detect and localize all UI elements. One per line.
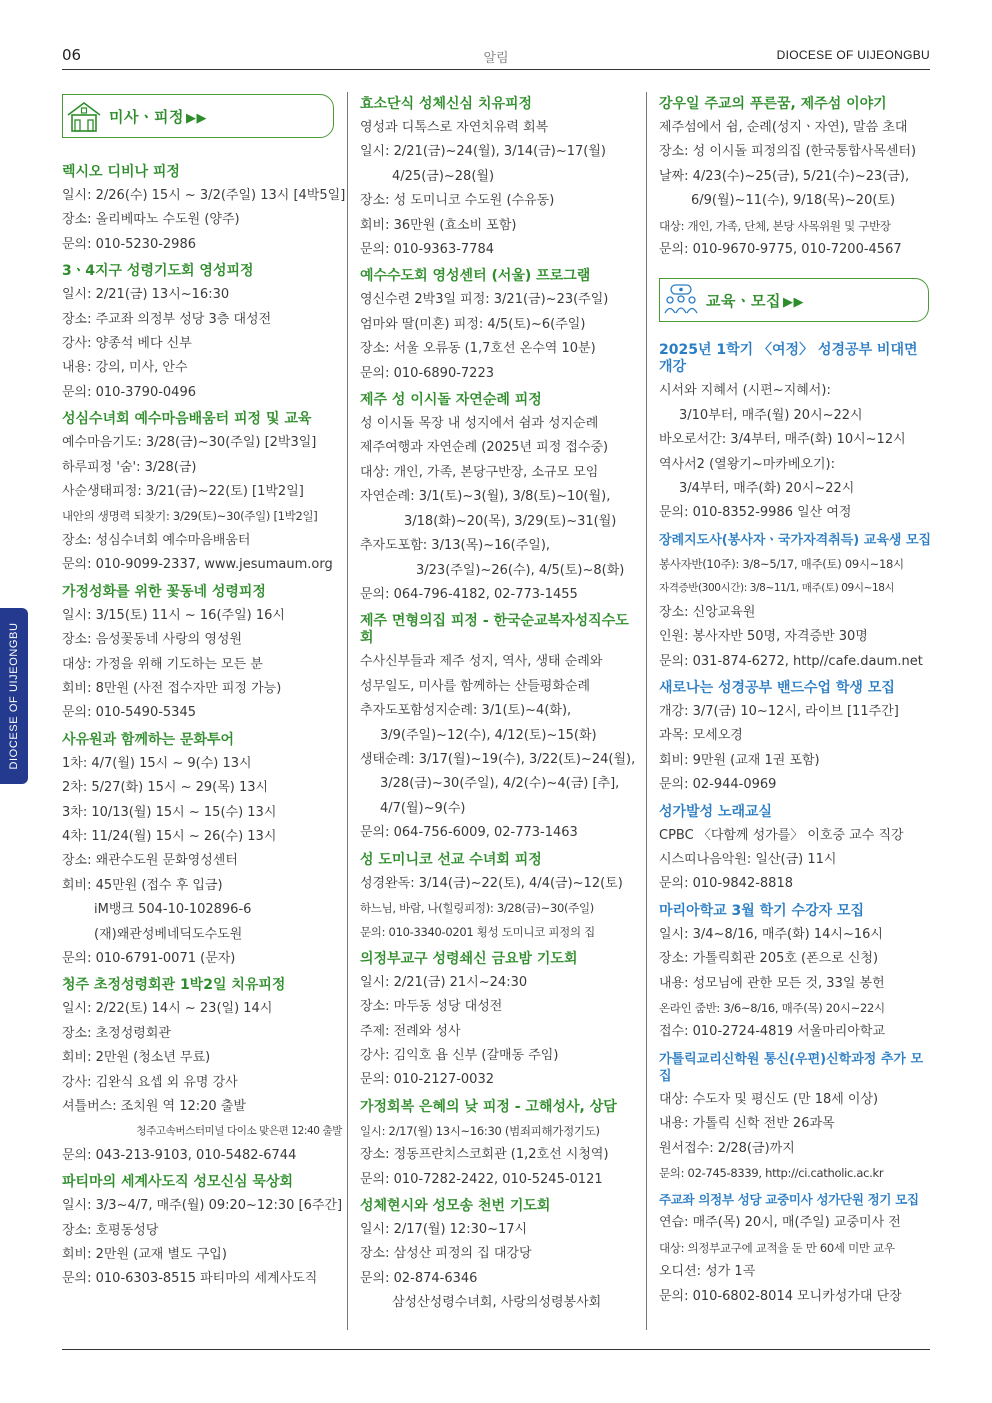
text-line: 추자도포함: 3/13(목)~16(주일),: [360, 538, 551, 554]
page-category: 알림: [483, 51, 509, 66]
text-line: 장소: 가톨릭회관 205호 (폰으로 신청): [659, 951, 879, 967]
section-title: 성가발성 노래교실: [659, 803, 773, 820]
text-line: 영성과 디톡스로 자연치유력 회복: [360, 120, 549, 135]
text-line: 삼성산성령수녀회, 사랑의성령봉사회: [392, 1295, 602, 1311]
text-line: iM뱅크 504-10-102896-6: [94, 902, 252, 918]
section-title: 제주 성 이시돌 자연순례 피정: [360, 392, 542, 409]
text-line: 3/4부터, 매주(화) 20시~22시: [679, 481, 855, 497]
text-line: 3/28(금)~30(주일), 4/2(수)~4(금) [추],: [380, 776, 620, 792]
section-title: 제주 면형의집 피정 - 한국순교복자성직수도회: [360, 613, 629, 647]
text-line: 문의: 010-2127-0032: [360, 1072, 494, 1088]
section-banner-mass-retreat: [62, 94, 334, 138]
text-line: 장소: 음성꽃동네 사랑의 영성원: [62, 632, 243, 648]
section-body: [659, 1088, 935, 1186]
text-line: 일시: 2/17(월) 12:30~17시: [360, 1222, 528, 1238]
text-line: 문의: 02-874-6346: [360, 1270, 478, 1286]
text-line: 개강: 3/7(금) 10~12시, 라이브 [11주간]: [659, 703, 899, 719]
section-body: [360, 412, 638, 607]
text-line: 문의: 010-6303-8515 파티마의 세계사도직: [62, 1271, 318, 1287]
text-line: 일시: 2/21(금) 21시~24:30: [360, 974, 528, 990]
text-line: 인원: 봉사자반 50명, 자격증반 30명: [659, 629, 868, 645]
text-line: 3/23(주일)~26(수), 4/5(토)~8(화): [416, 562, 625, 578]
section-body: [62, 184, 346, 257]
text-line: 장소: 호평동성당: [62, 1222, 159, 1238]
text-line: 하느님, 바람, 나(힐링피정): 3/28(금)~30(주일): [360, 900, 594, 915]
text-line: 자연순례: 3/1(토)~3(월), 3/8(토)~10(월),: [360, 489, 611, 505]
text-line: 제주섬에서 쉼, 순례(성지ㆍ자연), 말씀 초대: [659, 120, 908, 135]
text-line: 과목: 모세오경: [659, 728, 743, 744]
text-line: 3/10부터, 매주(월) 20시~22시: [679, 407, 863, 423]
section-title: 렉시오 디비나 피정: [62, 164, 180, 180]
text-line: 시스띠나음악원: 일산(금) 11시: [659, 851, 837, 867]
text-line: 회비: 2만원 (교재 별도 구입): [62, 1247, 227, 1263]
text-line: 4/7(월)~9(수): [380, 800, 466, 816]
section-body: [659, 552, 935, 674]
section-body: [62, 431, 342, 577]
text-line: 강사: 김완식 요셉 외 유명 강사: [62, 1074, 238, 1090]
section-body: [659, 700, 935, 798]
text-line: 문의: 043-213-9103, 010-5482-6744: [62, 1147, 297, 1163]
section-title: 가톨릭교리신학원 통신(우편)신학과정 추가 모집: [659, 1051, 924, 1084]
text-line: 문의: 064-756-6009, 02-773-1463: [360, 825, 578, 841]
section-body: [360, 116, 638, 262]
text-line: 1차: 4/7(월) 15시 ~ 9(수) 13시: [62, 755, 252, 771]
text-line: 3/9(주일)~12(수), 4/12(토)~15(화): [380, 727, 597, 743]
text-line: 대상: 개인, 가족, 본당구반장, 소규모 모임: [360, 464, 599, 480]
text-line: 4차: 11/24(월) 15시 ~ 26(수) 13시: [62, 828, 277, 844]
section-title: 성체현시와 성모송 천번 기도회: [360, 1198, 551, 1215]
text-line: 연습: 매주(목) 20시, 매(주일) 교중미사 전: [659, 1215, 901, 1231]
text-line: 내용: 가톨릭 신학 전반 26과목: [659, 1116, 835, 1132]
text-line: 문의: 010-6890-7223: [360, 365, 494, 381]
section-title: 파티마의 세계사도직 성모신심 묵상회: [62, 1174, 294, 1191]
text-line: 대상: 의정부교구에 교적을 둔 만 60세 미만 교우: [659, 1240, 895, 1255]
section-body: [360, 1119, 638, 1192]
text-line: 2차: 5/27(화) 15시 ~ 29(목) 13시: [62, 780, 269, 796]
text-line: 영신수련 2박3일 피정: 3/21(금)~23(주일): [360, 292, 609, 308]
text-line: 일시: 3/15(토) 11시 ~ 16(주일) 16시: [62, 607, 285, 623]
text-line: 대상: 수도자 및 평신도 (만 18세 이상): [659, 1091, 879, 1107]
section-title: 2025년 1학기 〈여정〉 성경공부 비대면 개강: [659, 342, 918, 376]
text-line: 주제: 전례와 성사: [360, 1023, 461, 1039]
text-line: 일시: 2/21(금) 13시~16:30: [62, 287, 230, 303]
text-line: 장소: 올리베따노 수도원 (양주): [62, 212, 240, 228]
text-line: 장소: 성 도미니코 수도원 (수유동): [360, 193, 555, 209]
text-line: 문의: 010-9842-8818: [659, 876, 793, 892]
text-line: 문의: 010-3340-0201 횡성 도미니코 피정의 집: [360, 925, 595, 940]
house-icon: [65, 99, 103, 133]
text-line: 역사서2 (열왕기~마카베오기):: [659, 456, 835, 472]
text-line: 엄마와 딸(미혼) 피정: 4/5(토)~6(주일): [360, 316, 586, 332]
section-title: 마리아학교 3월 학기 수강자 모집: [659, 902, 865, 919]
column-3: [659, 94, 935, 1309]
text-line: 자격증반(300시간): 3/8~11/1, 매주(토) 09시~18시: [659, 582, 895, 595]
section-body: [62, 997, 342, 1168]
footer-rule: [62, 1349, 930, 1350]
banner-arrows: ▶▶: [185, 111, 207, 126]
text-line: 내안의 생명력 되찾기: 3/29(토)~30(주일) [1박2일]: [62, 509, 318, 524]
section-body: [659, 923, 935, 1045]
text-line: 문의: 010-3790-0496: [62, 384, 196, 400]
text-line: 장소: 주교좌 의정부 성당 3층 대성전: [62, 311, 272, 327]
text-line: 장소: 삼성산 피정의 집 대강당: [360, 1246, 532, 1262]
text-line: 문의: 010-9363-7784: [360, 242, 494, 258]
section-body: [62, 1194, 342, 1292]
section-body: [360, 650, 638, 845]
section-title: 주교좌 의정부 성당 교중미사 성가단원 정기 모집: [659, 1192, 919, 1208]
text-line: 문의: 010-9099-2337, www.jesumaum.org: [62, 557, 333, 573]
page-header: [62, 44, 930, 70]
text-line: 예수마음기도: 3/28(금)~30(주일) [2박3일]: [62, 435, 317, 451]
text-line: 회비: 2만원 (청소년 무료): [62, 1050, 211, 1066]
text-line: 일시: 2/21(금)~24(월), 3/14(금)~17(월): [360, 144, 606, 160]
section-title: 새로나는 성경공부 밴드수업 학생 모집: [659, 679, 895, 696]
text-line: 사순생태피정: 3/21(금)~22(토) [1박2일]: [62, 484, 304, 500]
text-line: 문의: 010-7282-2422, 010-5245-0121: [360, 1171, 603, 1187]
text-line: 추자도포함성지순례: 3/1(토)~4(화),: [360, 703, 572, 719]
text-line: 일시: 2/17(월) 13시~16:30 (범죄피해가정기도): [360, 1123, 600, 1138]
text-line: 하루피정 '숨': 3/28(금): [62, 459, 197, 475]
text-line: 장소: 성 이시돌 피정의집 (한국통합사목센터): [659, 144, 917, 160]
text-line: 수사신부들과 제주 성지, 역사, 생태 순례와: [360, 654, 603, 670]
text-line: 4/25(금)~28(월): [392, 168, 495, 184]
text-line: 6/9(월)~11(수), 9/18(목)~20(토): [691, 193, 896, 209]
section-title: 가정회복 은혜의 낮 피정 - 고해성사, 상담: [360, 1098, 617, 1115]
people-icon: [662, 283, 700, 317]
text-line: 3차: 10/13(월) 15시 ~ 15(수) 13시: [62, 804, 277, 820]
text-line: 회비: 9만원 (교재 1권 포함): [659, 752, 820, 768]
text-line: 장소: 서울 오류동 (1,7호선 온수역 10분): [360, 341, 596, 357]
text-line: 문의: 031-874-6272, http//cafe.daum.net: [659, 653, 923, 669]
section-body: [62, 752, 342, 972]
section-title: 가정성화를 위한 꽃동네 성령피정: [62, 583, 266, 600]
section-title: 효소단식 성체신심 치유피정: [360, 96, 533, 112]
text-line: 장소: 성심수녀회 예수마음배움터: [62, 532, 251, 548]
text-line: 문의: 064-796-4182, 02-773-1455: [360, 586, 578, 602]
text-line: 문의: 010-6791-0071 (문자): [62, 950, 236, 966]
text-line: 강사: 양종석 베다 신부: [62, 336, 192, 352]
text-line: 성경완독: 3/14(금)~22(토), 4/4(금)~12(토): [360, 875, 623, 891]
text-line: 장소: 정동프란치스코회관 (1,2호선 시청역): [360, 1147, 609, 1163]
text-line: 오디션: 성가 1곡: [659, 1264, 756, 1280]
text-line: 성무일도, 미사를 함께하는 산들평화순례: [360, 678, 591, 694]
text-line: (재)왜관성베네딕도수도원: [94, 926, 243, 942]
section-title: 성 도미니코 선교 수녀회 피정: [360, 851, 542, 868]
text-line: 일시: 3/3~4/7, 매주(월) 09:20~12:30 [6주간]: [62, 1198, 343, 1214]
section-title: 의정부교구 성령쇄신 금요밤 기도회: [360, 950, 578, 967]
banner-arrows: ▶▶: [782, 295, 804, 311]
text-line: 바오로서간: 3/4부터, 매주(화) 10시~12시: [659, 432, 906, 448]
section-title: 강우일 주교의 푸른꿈, 제주섬 이야기: [659, 96, 887, 112]
text-line: 시서와 지혜서 (시편~지혜서):: [659, 383, 831, 399]
text-line: 셔틀버스: 조치원 역 12:20 출발: [62, 1099, 246, 1114]
section-body: [360, 971, 638, 1093]
section-body: [360, 872, 638, 945]
column-1: [62, 94, 346, 1292]
column-divider: [646, 92, 647, 1330]
section-body: [360, 288, 638, 386]
text-line: 내용: 강의, 미사, 안수: [62, 360, 188, 376]
text-line: 날짜: 4/23(수)~25(금), 5/21(수)~23(금),: [659, 168, 910, 184]
text-line: 접수: 010-2724-4819 서울마리아학교: [659, 1024, 886, 1040]
section-body: [659, 116, 935, 262]
section-body: [659, 1211, 935, 1309]
text-line: 일시: 2/26(수) 15시 ~ 3/2(주일) 13시 [4박5일]: [62, 188, 346, 203]
text-line: 대상: 가정을 위해 기도하는 모든 분: [62, 656, 263, 672]
text-line: 봉사자반(10주): 3/8~5/17, 매주(토) 09시~18시: [659, 556, 904, 571]
side-tab-label: DIOCESE OF UIJEONGBU: [8, 622, 20, 770]
text-line: 문의: 02-745-8339, http://ci.catholic.ac.kr: [659, 1166, 884, 1180]
page-number: 06: [62, 46, 82, 64]
section-title: 장례지도사(봉사자ㆍ국가자격취득) 교육생 모집: [659, 532, 932, 548]
text-line: 문의: 010-9670-9775, 010-7200-4567: [659, 242, 902, 258]
text-line: 원서접수: 2/28(금)까지: [659, 1140, 795, 1156]
section-title: 청주 초정성령회관 1박2일 치유피정: [62, 977, 286, 994]
text-line: 장소: 왜관수도원 문화영성센터: [62, 853, 238, 869]
section-body: [659, 824, 935, 897]
text-line: 문의: 010-6802-8014 모니카성가대 단장: [659, 1288, 902, 1304]
text-line: 청주고속버스터미널 다이소 맞은편 12:40 출발: [136, 1125, 342, 1138]
text-line: 온라인 줌반: 3/6~8/16, 매주(목) 20시~22시: [659, 1000, 885, 1015]
text-line: 장소: 신앙교육원: [659, 604, 756, 620]
text-line: 일시: 2/22(토) 14시 ~ 23(일) 14시: [62, 1001, 273, 1017]
text-line: 장소: 초정성령회관: [62, 1025, 171, 1041]
text-line: 회비: 36만원 (효소비 포함): [360, 217, 517, 233]
text-line: 생태순례: 3/17(월)~19(수), 3/22(토)~24(월),: [360, 751, 636, 767]
text-line: 회비: 8만원 (사전 접수자만 피정 가능): [62, 680, 282, 696]
banner-title: 교육ㆍ모집 ▶▶: [706, 292, 804, 311]
section-title: 성심수녀회 예수마음배움터 피정 및 교육: [62, 411, 312, 428]
side-tab: [0, 608, 28, 784]
diocese-name: DIOCESE OF UIJEONGBU: [776, 48, 930, 62]
text-line: 문의: 010-8352-9986 일산 여정: [659, 505, 852, 521]
text-line: 문의: 010-5490-5345: [62, 705, 196, 721]
section-body: [659, 379, 935, 525]
text-line: CPBC 〈다함께 성가를〉 이호중 교수 직강: [659, 827, 904, 843]
text-line: 대상: 개인, 가족, 단체, 본당 사목위원 및 구반장: [659, 218, 891, 233]
text-line: 일시: 3/4~8/16, 매주(화) 14시~16시: [659, 926, 883, 942]
section-banner-education: [659, 278, 929, 322]
section-title: 3ㆍ4지구 성령기도회 영성피정: [62, 263, 254, 280]
column-divider: [347, 92, 348, 1330]
text-line: 문의: 010-5230-2986: [62, 236, 196, 252]
text-line: 장소: 마두동 성당 대성전: [360, 999, 503, 1015]
text-line: 3/18(화)~20(목), 3/29(토)~31(월): [404, 513, 617, 529]
section-body: [62, 604, 342, 726]
text-line: 강사: 김익호 욥 신부 (갈매동 주임): [360, 1048, 559, 1063]
section-body: [62, 283, 342, 405]
banner-title: 미사ㆍ피정 ▶▶: [109, 108, 207, 126]
section-title: 사유원과 함께하는 문화투어: [62, 731, 235, 748]
text-line: 문의: 02-944-0969: [659, 777, 777, 793]
text-line: 회비: 45만원 (접수 후 입금): [62, 877, 223, 893]
text-line: 내용: 성모님에 관한 모든 것, 33일 봉헌: [659, 975, 885, 991]
column-2: [360, 94, 638, 1316]
section-title: 예수수도회 영성센터 (서울) 프로그램: [360, 268, 591, 285]
text-line: 제주여행과 자연순례 (2025년 피정 접수중): [360, 440, 609, 456]
section-body: [360, 1218, 638, 1316]
text-line: 성 이시돌 목장 내 성지에서 쉼과 성지순례: [360, 416, 599, 432]
